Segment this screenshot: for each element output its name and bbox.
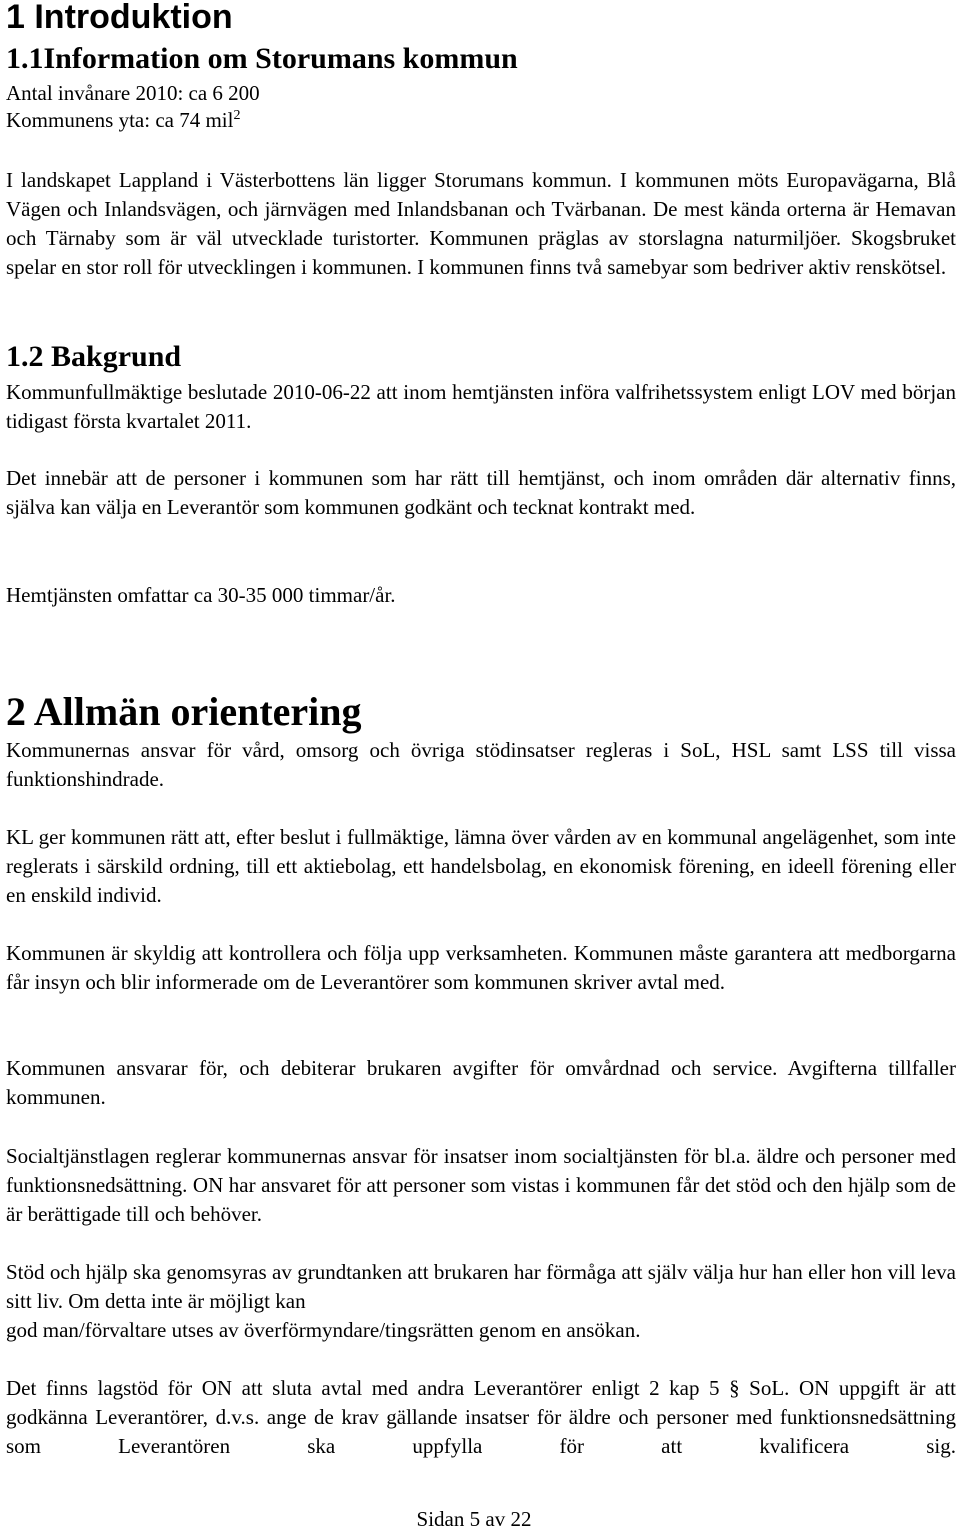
paragraph-omfattning: Hemtjänsten omfattar ca 30-35 000 timmar/år. <box>6 583 396 607</box>
heading-introduktion: 1 Introduktion <box>6 0 233 36</box>
heading-information: 1.1Information om Storumans kommun <box>6 42 518 75</box>
paragraph-stod-line1: Stöd och hjälp ska genomsyras av grundtanken att brukaren har förmåga att själv välja hur han eller hon vill leva sitt liv. Om detta inte är möjligt kan <box>6 1260 956 1313</box>
paragraph-socialtjanstlagen: Socialtjänstlagen reglerar kommunernas ansvar för insatser inom socialtjänsten för bl.a. äldre och personer med funktionsnedsättning. ON har ansvaret för att personer som vistas i kommunen får det stöd och den hjälp som de är berättigade till och behöver. <box>6 1144 956 1226</box>
paragraph-ansvar: Kommunernas ansvar för vård, omsorg och övriga stödinsatser regleras i SoL, HSL samt LSS till vissa funktionshindrade. <box>6 738 956 791</box>
heading-allman-orientering: 2 Allmän orientering <box>6 689 362 734</box>
heading-bakgrund: 1.2 Bakgrund <box>6 340 182 373</box>
paragraph-beslut: Kommunfullmäktige beslutade 2010-06-22 att inom hemtjänsten införa valfrihetssystem enligt LOV med början tidigast första kvartalet 2011. <box>6 380 956 433</box>
paragraph-kontroll: Kommunen är skyldig att kontrollera och följa upp verksamheten. Kommunen måste garantera att medborgarna får insyn och blir informerade om de Leverantörer som kommunen skriver avtal med. <box>6 941 956 994</box>
page-number: Sidan 5 av 22 <box>416 1507 532 1531</box>
population-line: Antal invånare 2010: ca 6 200 <box>6 81 260 105</box>
paragraph-kl: KL ger kommunen rätt att, efter beslut i fullmäktige, lämna över vården av en kommunal angelägenhet, som inte reglerats i särskild ordning, till ett aktiebolag, ett handelsbolag, en ekonomisk förening, en ideell förening eller en enskild individ. <box>6 825 956 907</box>
paragraph-lagstod: Det finns lagstöd för ON att sluta avtal med andra Leverantörer enligt 2 kap 5 § SoL. ON uppgift är att godkänna Leverantörer, d.v.s. ange de krav gällande insatser för äldre och personer med funktionsnedsättning som Leverantören ska uppfylla för att kvalificera sig. <box>6 1376 956 1458</box>
area-superscript: 2 <box>233 108 241 123</box>
paragraph-stod-line2: god man/förvaltare utses av överförmyndare/tingsrätten genom en ansökan. <box>6 1318 641 1342</box>
paragraph-avgifter: Kommunen ansvarar för, och debiterar brukaren avgifter för omvårdnad och service. Avgifterna tillfaller kommunen. <box>6 1056 956 1109</box>
paragraph-innebar: Det innebär att de personer i kommunen som har rätt till hemtjänst, och inom områden där alternativ finns, själva kan välja en Leverantör som kommunen godkänt och tecknat kontrakt med. <box>6 466 956 519</box>
area-line <box>6 107 240 133</box>
area-text: Kommunens yta: ca 74 mil <box>6 108 234 132</box>
paragraph-lappland: I landskapet Lappland i Västerbottens län ligger Storumans kommun. I kommunen möts Europavägarna, Blå Vägen och Inlandsvägen, och järnvägen med Inlandsbanan och Tvärbanan. De mest kända orterna är Hemavan och Tärnaby som är väl utvecklade turistorter. Kommunen präglas av storslagna naturmiljöer. Skogsbruket spelar en stor roll för utvecklingen i kommunen. I kommunen finns två samebyar som bedriver aktiv renskötsel. <box>6 168 956 279</box>
paragraph-stod <box>6 1258 956 1345</box>
